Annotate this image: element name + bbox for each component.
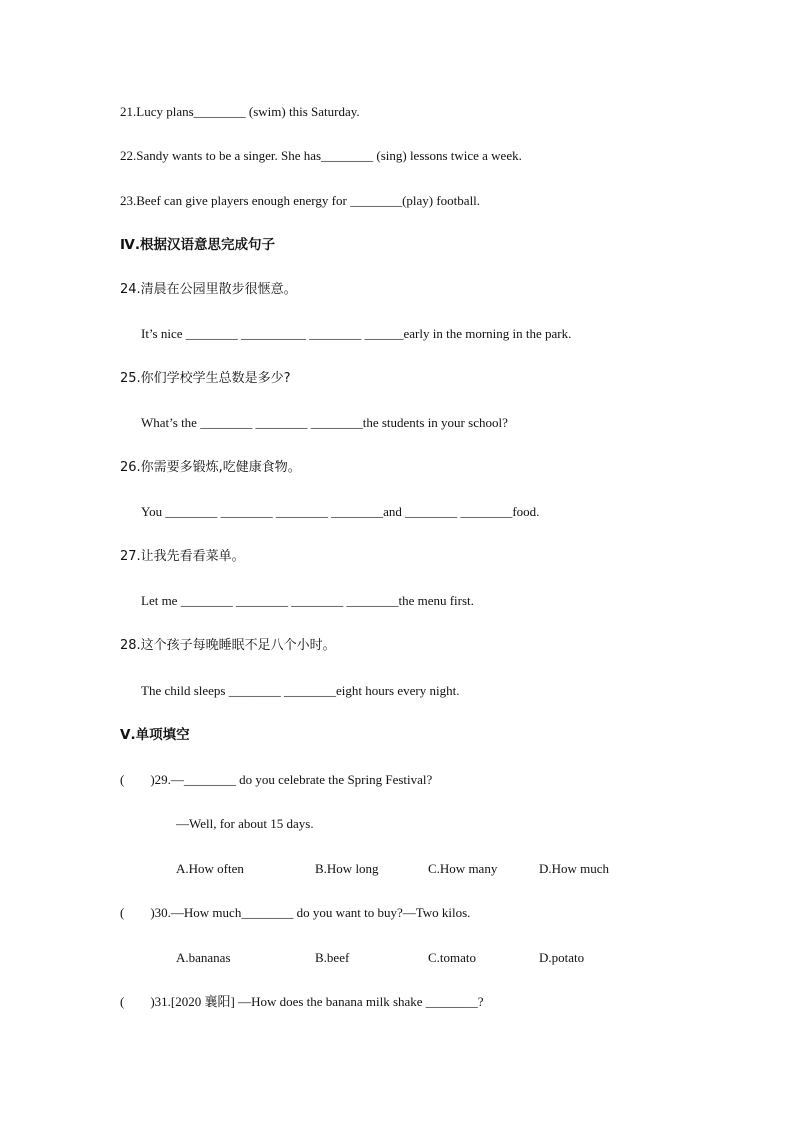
question-31-stem: ( )31.[2020 襄阳] —How does the banana milk shake ________?: [120, 994, 484, 1009]
question-27-chinese: 27.让我先看看菜单。: [120, 549, 245, 564]
question-29-stem: ( )29.—________ do you celebrate the Spring Festival?: [120, 772, 433, 787]
q30-option-c: C.tomato: [428, 950, 477, 965]
q30-option-a: A.bananas: [176, 950, 231, 965]
question-28-chinese: 28.这个孩子每晚睡眠不足八个小时。: [120, 638, 336, 653]
question-25-english: What’s the ________ ________ ________the students in your school?: [141, 415, 508, 430]
section-4-title: Ⅳ.根据汉语意思完成句子: [120, 237, 275, 253]
q29-option-d: D.How much: [539, 861, 610, 876]
section-5-title: Ⅴ.单项填空: [120, 727, 190, 743]
question-25-chinese: 25.你们学校学生总数是多少?: [120, 371, 291, 386]
question-23: 23.Beef can give players enough energy for ________(play) football.: [120, 193, 481, 208]
question-26-english: You ________ ________ ________ ________and ________ ________food.: [141, 504, 540, 519]
q29-option-b: B.How long: [315, 861, 379, 876]
question-27-english: Let me ________ ________ ________ ________the menu first.: [141, 593, 474, 608]
question-22: 22.Sandy wants to be a singer. She has________ (sing) lessons twice a week.: [120, 148, 522, 163]
question-21: 21.Lucy plans________ (swim) this Saturday.: [120, 104, 360, 119]
q29-option-c: C.How many: [428, 861, 498, 876]
question-24-english: It’s nice ________ __________ ________ ______early in the morning in the park.: [141, 326, 572, 341]
q30-option-d: D.potato: [539, 950, 585, 965]
q30-option-b: B.beef: [315, 950, 350, 965]
question-26-chinese: 26.你需要多锻炼,吃健康食物。: [120, 460, 301, 475]
question-28-english: The child sleeps ________ ________eight hours every night.: [141, 683, 460, 698]
question-24-chinese: 24.清晨在公园里散步很惬意。: [120, 282, 297, 297]
q29-option-a: A.How often: [176, 861, 244, 876]
question-30-stem: ( )30.—How much________ do you want to buy?—Two kilos.: [120, 905, 471, 920]
question-29-reply: —Well, for about 15 days.: [176, 816, 314, 831]
